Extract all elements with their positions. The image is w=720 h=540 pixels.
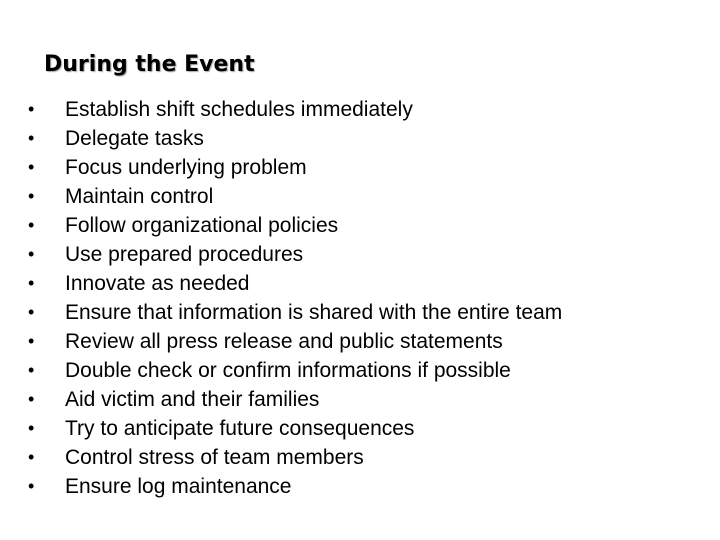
bullet-icon: • [28, 302, 35, 322]
list-item [28, 298, 562, 327]
list-item-text: Ensure that information is shared with the entire team [65, 301, 563, 324]
list-item [28, 414, 562, 443]
list-item-text: Maintain control [65, 185, 214, 208]
list-item [28, 124, 562, 153]
list-item-text: Review all press release and public statements [65, 330, 503, 353]
list-item-text: Focus underlying problem [65, 156, 307, 179]
list-item [28, 153, 562, 182]
list-item [28, 269, 562, 298]
list-item [28, 182, 562, 211]
bullet-icon: • [28, 99, 35, 119]
list-item-text: Aid victim and their families [65, 388, 320, 411]
bullet-icon: • [28, 186, 35, 206]
bullet-icon: • [28, 331, 35, 351]
bullet-list [28, 95, 562, 501]
bullet-icon: • [28, 215, 35, 235]
list-item-text: Use prepared procedures [65, 243, 304, 266]
list-item-text: Double check or confirm informations if possible [65, 359, 511, 382]
list-item-text: Delegate tasks [65, 127, 204, 150]
list-item [28, 472, 562, 501]
list-item [28, 240, 562, 269]
bullet-icon: • [28, 273, 35, 293]
bullet-icon: • [28, 244, 35, 264]
bullet-icon: • [28, 476, 35, 496]
slide-title: During the Event [44, 52, 255, 77]
bullet-icon: • [28, 389, 35, 409]
list-item [28, 385, 562, 414]
list-item-text: Try to anticipate future consequences [65, 417, 415, 440]
bullet-icon: • [28, 418, 35, 438]
list-item-text: Control stress of team members [65, 446, 364, 469]
list-item-text: Innovate as needed [65, 272, 250, 295]
list-item-text: Ensure log maintenance [65, 475, 292, 498]
list-item [28, 356, 562, 385]
list-item-text: Establish shift schedules immediately [65, 98, 413, 121]
bullet-icon: • [28, 360, 35, 380]
bullet-icon: • [28, 157, 35, 177]
bullet-icon: • [28, 128, 35, 148]
list-item [28, 443, 562, 472]
list-item [28, 95, 562, 124]
list-item [28, 327, 562, 356]
list-item [28, 211, 562, 240]
bullet-icon: • [28, 447, 35, 467]
list-item-text: Follow organizational policies [65, 214, 339, 237]
